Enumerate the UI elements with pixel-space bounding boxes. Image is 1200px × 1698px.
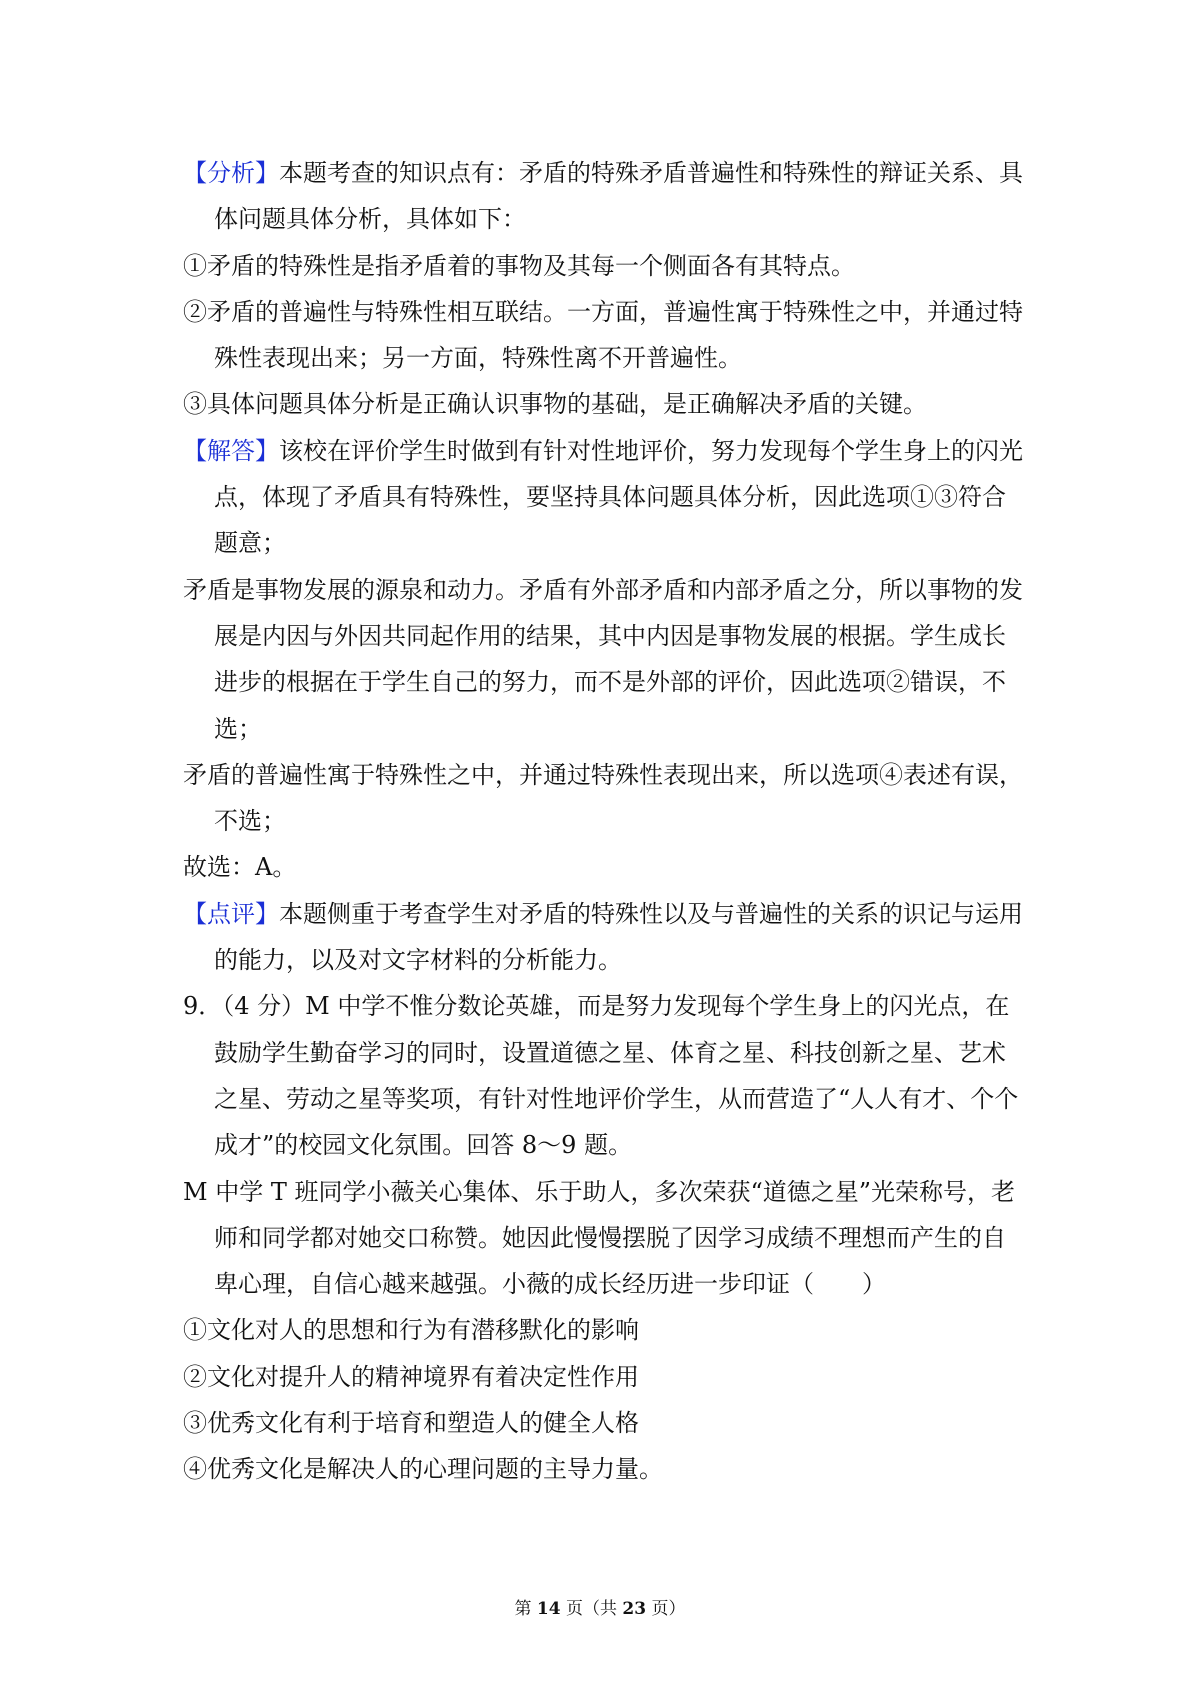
page-content	[183, 150, 1023, 1493]
answer-text: 该校在评价学生时做到有针对性地评价，努力发现每个学生身上的闪光点，体现了矛盾具有特殊性，要坚持具体问题具体分析，因此选项①③符合题意；	[214, 436, 1023, 558]
analysis-point-1: ①矛盾的特殊性是指矛盾着的事物及其每一个侧面各有其特点。	[183, 251, 855, 280]
footer-prefix: 第	[514, 1599, 532, 1619]
analysis-paragraph	[183, 150, 1023, 243]
comment-tag: 【点评】	[183, 899, 279, 928]
question-9-stem: 9．（4 分）M 中学不惟分数论英雄，而是努力发现每个学生身上的闪光点，在鼓励学生勤奋学习的同时，设置道德之星、体育之星、科技创新之星、艺术之星、劳动之星等奖项，有针对性地评价学生，从而营造了“人人有才、个个成才”的校园文化氛围。回答 8～9 题。	[183, 992, 1019, 1160]
question-option-2: ②文化对提升人的精神境界有着决定性作用	[183, 1362, 639, 1391]
question-option-1: ①文化对人的思想和行为有潜移默化的影响	[183, 1316, 639, 1345]
question-option-3: ③优秀文化有利于培育和塑造人的健全人格	[183, 1409, 639, 1438]
comment-paragraph	[183, 891, 1023, 984]
answer-option-2-explanation: 矛盾是事物发展的源泉和动力。矛盾有外部矛盾和内部矛盾之分，所以事物的发展是内因与外因共同起作用的结果，其中内因是事物发展的根据。学生成长进步的根据在于学生自己的努力，而不是外部的评价，因此选项②错误，不选；	[183, 575, 1023, 743]
answer-option-4-explanation: 矛盾的普遍性寓于特殊性之中，并通过特殊性表现出来，所以选项④表述有误，不选；	[183, 760, 1023, 836]
analysis-tag: 【分析】	[183, 159, 279, 187]
footer-page-number: 14	[536, 1599, 561, 1619]
question-option-4: ④优秀文化是解决人的心理问题的主导力量。	[183, 1455, 663, 1484]
analysis-point-2: ②矛盾的普遍性与特殊性相互联结。一方面，普遍性寓于特殊性之中，并通过特殊性表现出来；另一方面，特殊性离不开普遍性。	[183, 297, 1023, 373]
footer-total-pages: 23	[622, 1599, 647, 1619]
page-footer	[0, 1597, 1200, 1621]
answer-choice: 故选：A。	[183, 853, 297, 882]
answer-tag: 【解答】	[183, 436, 279, 465]
analysis-text: 本题考查的知识点有：矛盾的特殊矛盾普遍性和特殊性的辩证关系、具体问题具体分析，具体如下：	[214, 159, 1023, 234]
footer-middle: 页（共	[566, 1599, 617, 1619]
answer-paragraph	[183, 428, 1023, 567]
analysis-point-3: ③具体问题具体分析是正确认识事物的基础，是正确解决矛盾的关键。	[183, 390, 927, 419]
question-9-material: M 中学 T 班同学小薇关心集体、乐于助人，多次荣获“道德之星”光荣称号，老师和同学都对她交口称赞。她因此慢慢摆脱了因学习成绩不理想而产生的自卑心理，自信心越来越强。小薇的成长经历进一步印证（ ）	[183, 1177, 1016, 1299]
footer-suffix: 页）	[651, 1599, 686, 1619]
comment-text: 本题侧重于考查学生对矛盾的特殊性以及与普遍性的关系的识记与运用的能力，以及对文字材料的分析能力。	[214, 899, 1023, 975]
